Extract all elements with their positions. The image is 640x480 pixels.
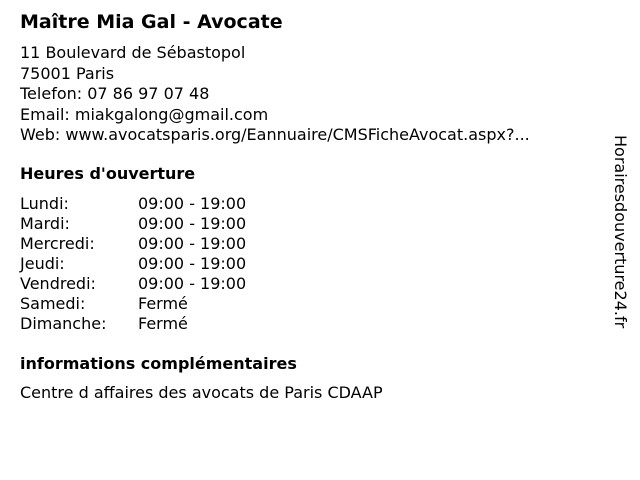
email-line: Email: miakgalong@gmail.com bbox=[20, 104, 269, 124]
hours-row-mercredi bbox=[20, 234, 246, 254]
phone-line: Telefon: 07 86 97 07 48 bbox=[20, 84, 210, 103]
opening-hours-heading: Heures d'ouverture bbox=[20, 164, 196, 183]
hours-value: 09:00 - 19:00 bbox=[138, 214, 247, 233]
hours-value: 09:00 - 19:00 bbox=[138, 254, 247, 273]
hours-row-mardi bbox=[20, 214, 246, 234]
address-city: 75001 Paris bbox=[20, 63, 115, 83]
contact-block bbox=[20, 43, 530, 146]
hours-value: 09:00 - 19:00 bbox=[138, 194, 247, 213]
hours-row-dimanche bbox=[20, 314, 246, 334]
hours-value: 09:00 - 19:00 bbox=[138, 234, 247, 253]
day-label: Vendredi: bbox=[20, 274, 96, 293]
additional-info-heading: informations complémentaires bbox=[20, 354, 297, 373]
address-street: 11 Boulevard de Sébastopol bbox=[20, 43, 246, 62]
hours-row-vendredi bbox=[20, 274, 246, 294]
day-label: Lundi: bbox=[20, 194, 69, 213]
website-line: Web: www.avocatsparis.org/Eannuaire/CMSFicheAvocat.aspx?... bbox=[20, 125, 530, 144]
hours-value: Fermé bbox=[138, 294, 188, 313]
hours-value: 09:00 - 19:00 bbox=[138, 274, 247, 293]
day-label: Mercredi: bbox=[20, 234, 95, 253]
hours-row-jeudi bbox=[20, 254, 246, 274]
hours-row-samedi bbox=[20, 294, 246, 314]
day-label: Samedi: bbox=[20, 294, 86, 313]
day-label: Jeudi: bbox=[20, 254, 65, 273]
hours-value: Fermé bbox=[138, 314, 188, 333]
page-title: Maître Mia Gal - Avocate bbox=[20, 11, 283, 33]
additional-info-text: Centre d affaires des avocats de Paris CDAAP bbox=[20, 383, 383, 402]
opening-hours-table bbox=[20, 194, 246, 334]
day-label: Dimanche: bbox=[20, 314, 107, 333]
site-brand-vertical: Horairesdouverture24.fr bbox=[611, 135, 630, 329]
day-label: Mardi: bbox=[20, 214, 70, 233]
hours-row-lundi bbox=[20, 194, 246, 214]
